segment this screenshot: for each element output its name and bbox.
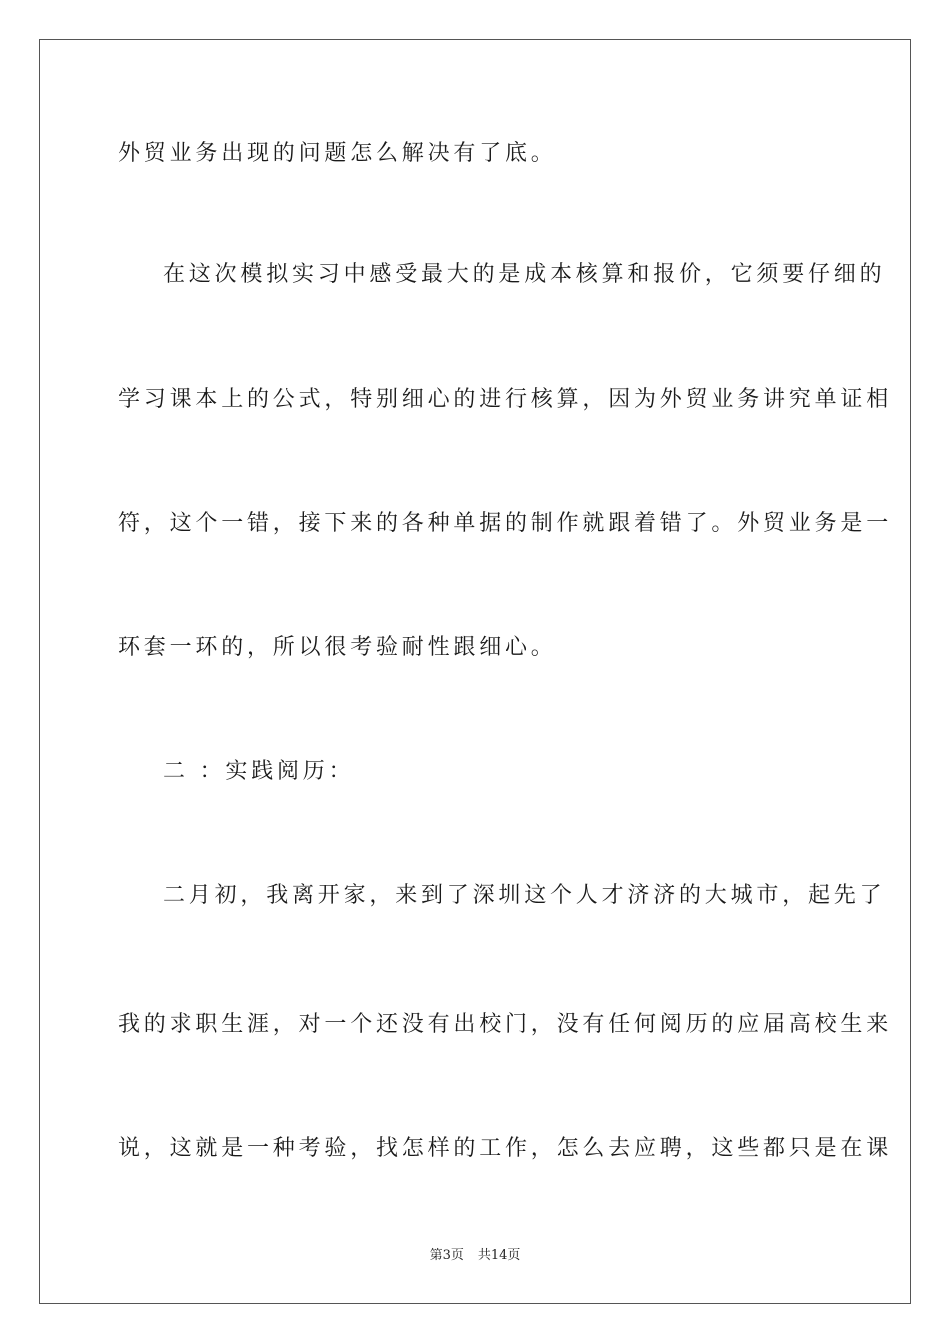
page-footer [0, 1248, 950, 1264]
total-pages: 共14页 [477, 1248, 521, 1263]
page-border [39, 39, 911, 1304]
paragraph-line: 在这次模拟实习中感受最大的是成本核算和报价，它须要仔细的 [163, 262, 886, 287]
paragraph-line: 学习课本上的公式，特别细心的进行核算，因为外贸业务讲究单证相 [118, 387, 893, 412]
paragraph-line: 二月初，我离开家，来到了深圳这个人才济济的大城市，起先了 [163, 883, 886, 908]
paragraph-line: 环套一环的，所以很考验耐性跟细心。 [118, 635, 557, 660]
paragraph-line: 说，这就是一种考验，找怎样的工作，怎么去应聘，这些都只是在课 [118, 1136, 893, 1161]
paragraph-line: 符，这个一错，接下来的各种单据的制作就跟着错了。外贸业务是一 [118, 511, 893, 536]
page-number: 第3页 [429, 1248, 464, 1263]
section-heading: 二 ：实践阅历： [163, 759, 355, 784]
paragraph-line: 我的求职生涯，对一个还没有出校门，没有任何阅历的应届高校生来 [118, 1012, 893, 1037]
paragraph-line: 外贸业务出现的问题怎么解决有了底。 [118, 141, 557, 166]
